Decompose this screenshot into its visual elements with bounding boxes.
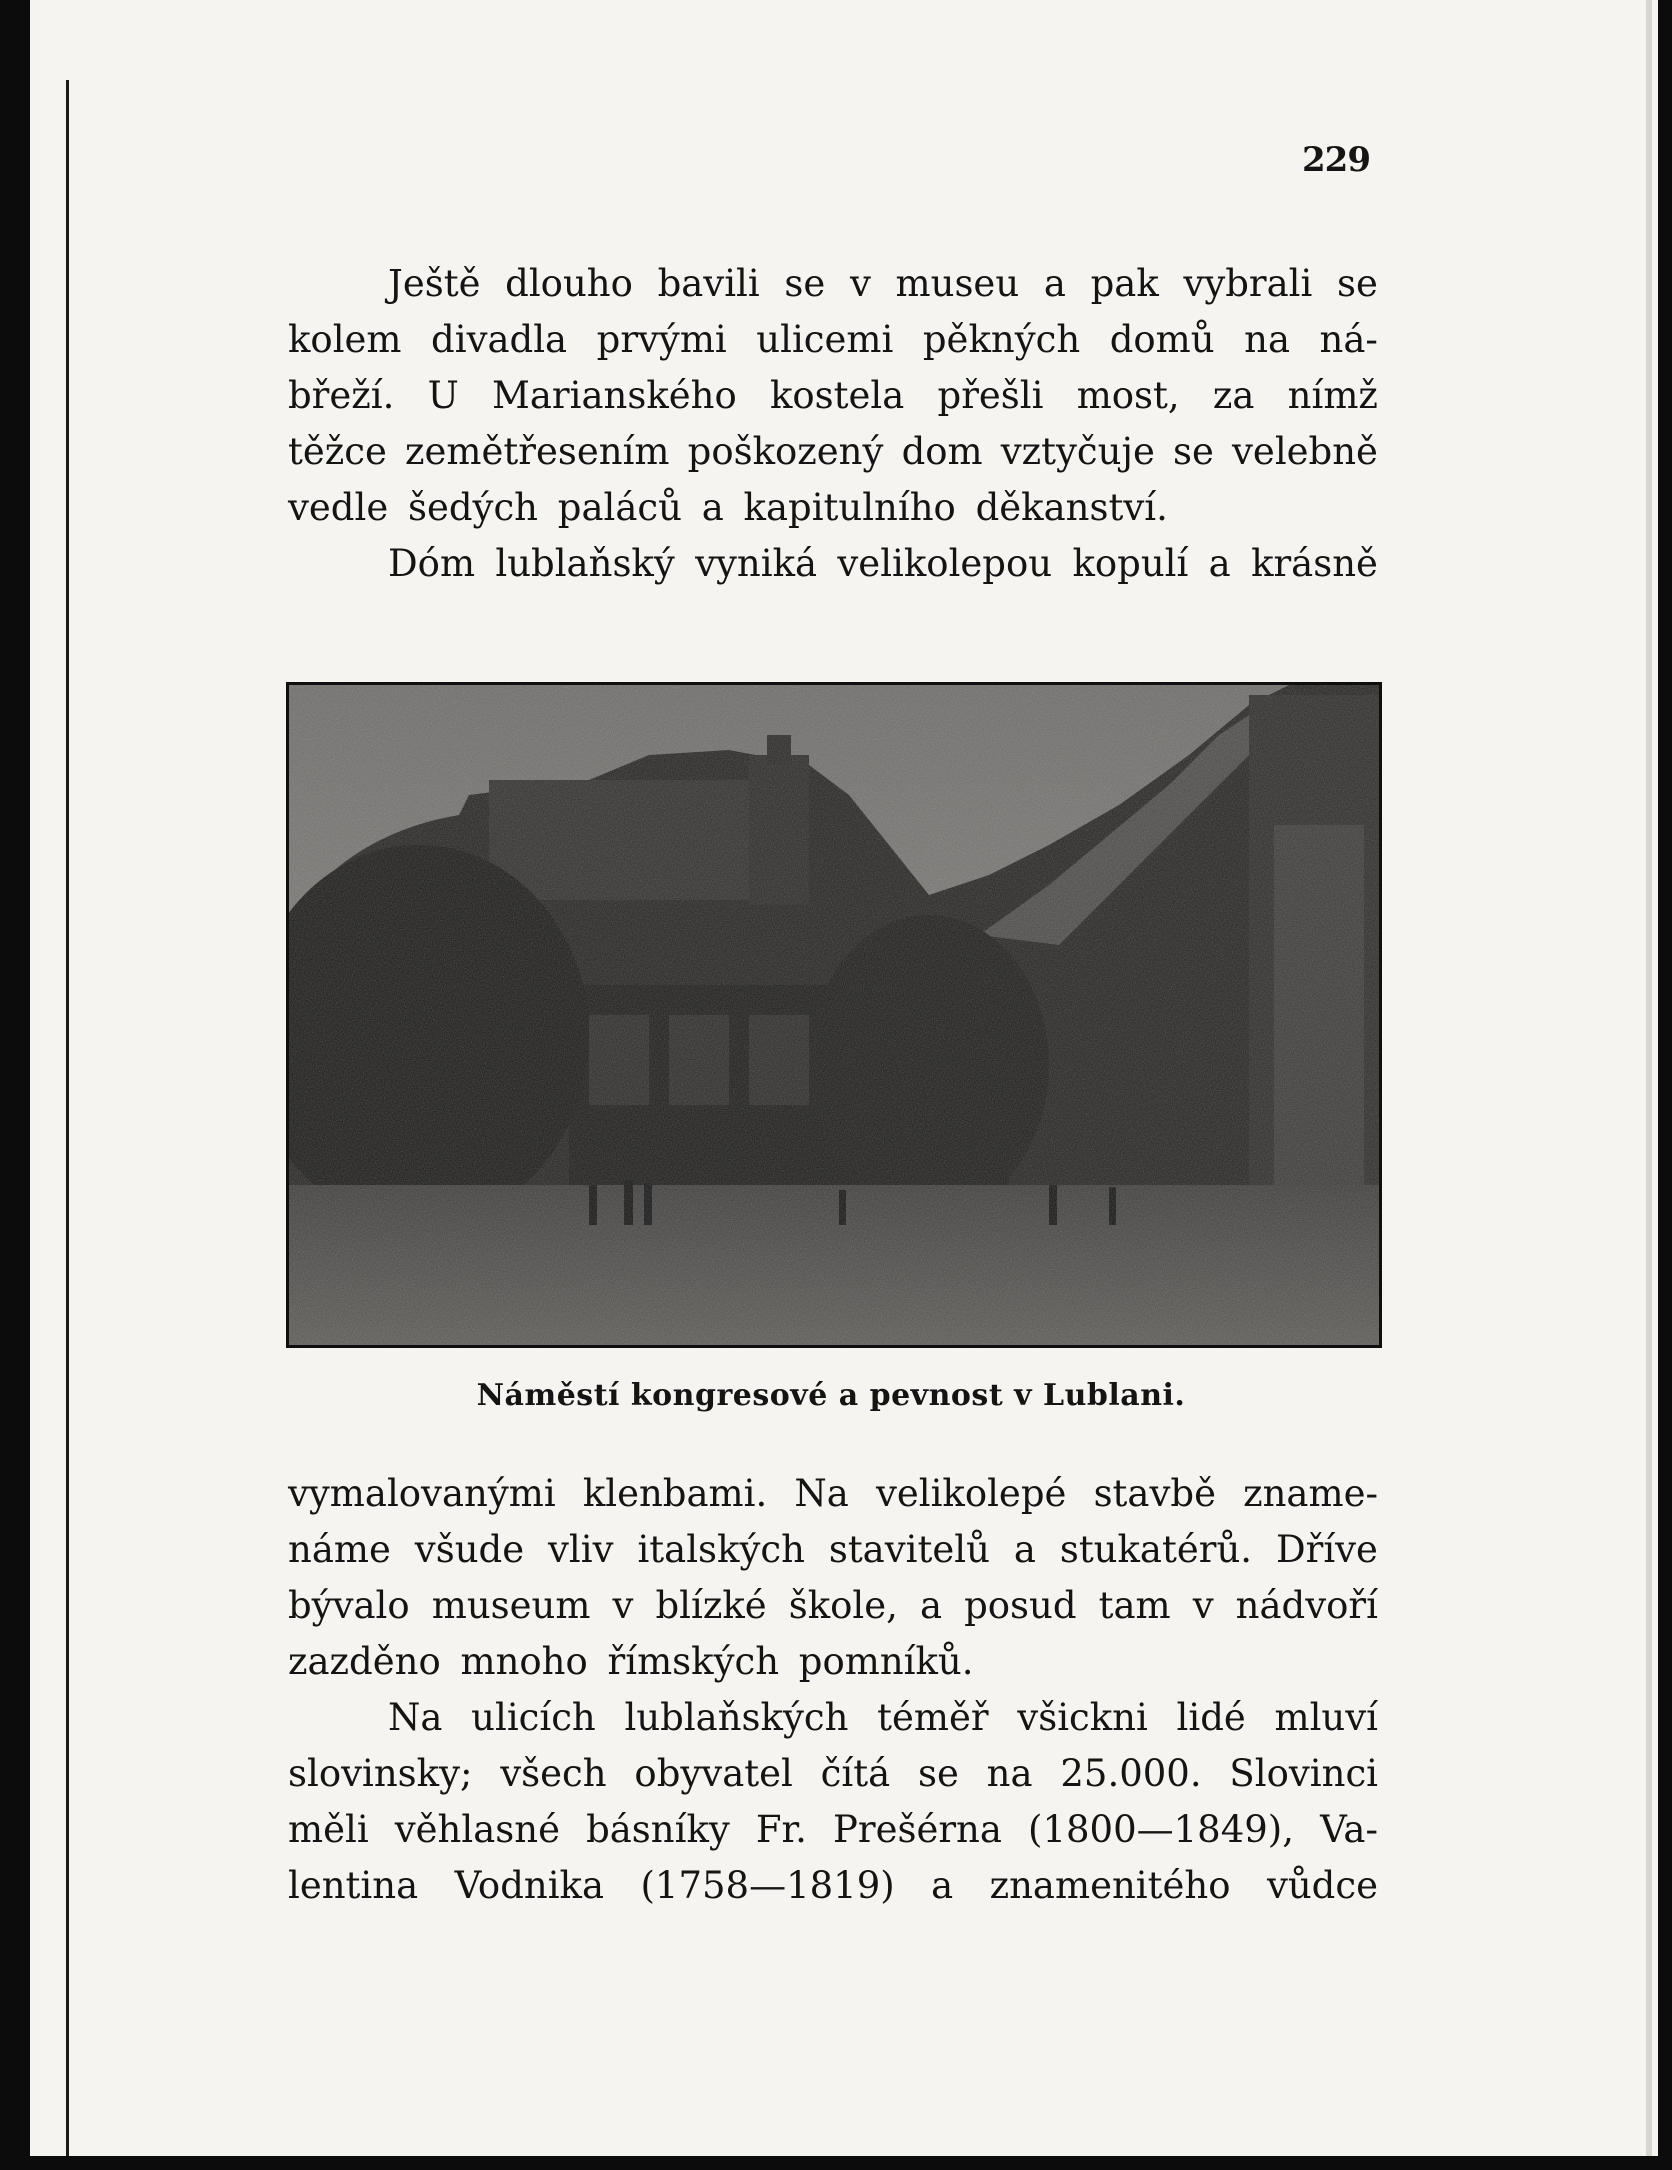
word: pak: [1090, 262, 1159, 305]
word: most,: [1076, 374, 1180, 417]
word: a: [1208, 542, 1231, 585]
word: stavitelů: [828, 1528, 990, 1571]
word: vymalovanými: [288, 1472, 556, 1515]
word: museu: [895, 262, 1020, 305]
word: básníky: [586, 1808, 730, 1851]
text-line: [288, 1522, 1378, 1578]
text-line: [288, 480, 1378, 536]
word: a: [1013, 1528, 1036, 1571]
word: Prešérna: [833, 1808, 1002, 1851]
word: Slovinci: [1229, 1752, 1378, 1795]
word: slovinsky;: [288, 1752, 473, 1795]
word: bývalo: [288, 1584, 410, 1627]
text-line: [288, 1802, 1378, 1858]
word: italských: [637, 1528, 805, 1571]
word: ulicích: [471, 1696, 596, 1739]
page-number: 229: [1302, 140, 1370, 180]
word: vůdce: [1266, 1864, 1378, 1907]
word: divadla: [431, 318, 568, 361]
paragraph-bottom: [288, 1466, 1378, 1914]
word: věhlasné: [394, 1808, 560, 1851]
word: všickni: [1017, 1696, 1148, 1739]
word: Va-: [1320, 1808, 1378, 1851]
photograph-congress-square: [286, 682, 1382, 1348]
word: stukatérů.: [1059, 1528, 1253, 1571]
word: a: [919, 1584, 943, 1627]
word: na: [1244, 318, 1290, 361]
word: velebně: [1232, 430, 1378, 473]
word: kostela: [769, 374, 905, 417]
word: nímž: [1287, 374, 1378, 417]
text-line: [288, 312, 1378, 368]
word: v: [1192, 1584, 1214, 1627]
text-line: [288, 256, 1378, 312]
word: zazděno mnoho římských pomníků.: [288, 1640, 974, 1683]
word: kopulí: [1072, 542, 1189, 585]
word: v: [612, 1584, 634, 1627]
binding-line: [66, 80, 69, 2156]
word: Na: [794, 1472, 849, 1515]
word: břeží.: [288, 374, 395, 417]
text-line: [288, 1466, 1378, 1522]
word: škole,: [788, 1584, 898, 1627]
word: obyvatel: [634, 1752, 793, 1795]
word: U: [427, 374, 459, 417]
word: lublaňský: [495, 542, 675, 585]
word: blízké: [655, 1584, 767, 1627]
word: vliv: [548, 1528, 614, 1571]
word: čítá: [820, 1752, 891, 1795]
word: klenbami.: [582, 1472, 768, 1515]
text-line: [288, 1746, 1378, 1802]
word: mluví: [1274, 1696, 1378, 1739]
text-line: [288, 1690, 1378, 1746]
word: se: [784, 262, 826, 305]
word: Marianského: [491, 374, 737, 417]
figure-caption: Náměstí kongresové a pevnost v Lublani.: [476, 1378, 1186, 1413]
word: dom: [901, 430, 983, 473]
word: se: [1337, 262, 1378, 305]
word: se: [1172, 430, 1214, 473]
word: na: [986, 1752, 1033, 1795]
word: všech: [500, 1752, 607, 1795]
word: přešli: [937, 374, 1044, 417]
word: Na: [388, 1696, 443, 1739]
word: Ještě: [388, 262, 481, 305]
page-edge: [1646, 0, 1652, 2156]
word: poškozený: [687, 430, 884, 473]
word: stavbě: [1093, 1472, 1216, 1515]
text-line: [288, 536, 1378, 592]
word: vedle šedých paláců a kapitulního děkanství.: [288, 486, 1168, 529]
photograph-image: [289, 685, 1379, 1345]
word: těžce: [288, 430, 387, 473]
word: krásně: [1251, 542, 1378, 585]
word: museum: [431, 1584, 591, 1627]
word: prvými: [596, 318, 727, 361]
word: a: [1043, 262, 1066, 305]
word: Dóm: [388, 542, 476, 585]
word: lentina: [288, 1864, 419, 1907]
word: lidé: [1176, 1696, 1246, 1739]
word: téměř: [877, 1696, 989, 1739]
word: ulicemi: [756, 318, 894, 361]
word: zemětřesením: [405, 430, 670, 473]
word: vyniká: [695, 542, 818, 585]
word: v: [849, 262, 871, 305]
word: pěkných: [922, 318, 1081, 361]
word: vztyčuje: [1000, 430, 1155, 473]
word: dlouho: [505, 262, 633, 305]
word: velikolepé: [875, 1472, 1067, 1515]
word: bavili: [657, 262, 760, 305]
word: zname-: [1243, 1472, 1378, 1515]
word: vybrali: [1183, 262, 1313, 305]
word: Dříve: [1275, 1528, 1378, 1571]
word: (1758—1819): [640, 1864, 895, 1907]
word: všude: [414, 1528, 525, 1571]
book-page: [30, 0, 1658, 2156]
text-line: [288, 424, 1378, 480]
word: znamenitého: [989, 1864, 1231, 1907]
text-line: [288, 1858, 1378, 1914]
word: Vodnika: [454, 1864, 605, 1907]
text-line: [288, 368, 1378, 424]
word: posud: [964, 1584, 1077, 1627]
word: nádvoří: [1235, 1584, 1378, 1627]
word: se: [917, 1752, 959, 1795]
word: tam: [1098, 1584, 1171, 1627]
word: ná-: [1319, 318, 1378, 361]
word: kolem: [288, 318, 402, 361]
text-line: [288, 1578, 1378, 1634]
word: náme: [288, 1528, 391, 1571]
word: Fr.: [755, 1808, 807, 1851]
word: za: [1212, 374, 1255, 417]
word: domů: [1109, 318, 1215, 361]
word: a: [931, 1864, 954, 1907]
paragraph-top: [288, 256, 1378, 592]
word: (1800—1849),: [1028, 1808, 1294, 1851]
text-line: [288, 1634, 1378, 1690]
word: 25.000.: [1060, 1752, 1202, 1795]
word: lublaňských: [624, 1696, 849, 1739]
word: velikolepou: [837, 542, 1053, 585]
word: měli: [288, 1808, 369, 1851]
